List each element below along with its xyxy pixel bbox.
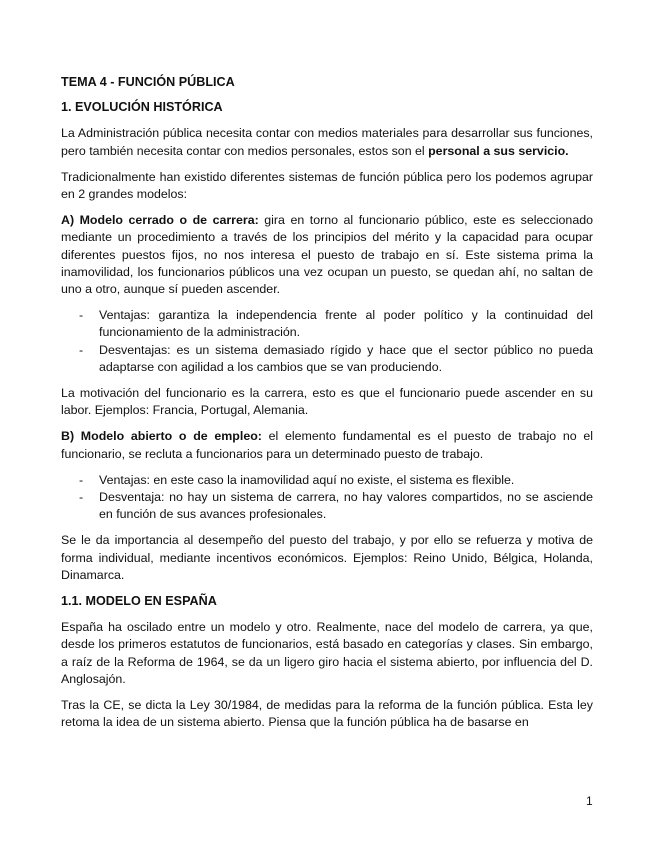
dash-bullet: - <box>79 342 84 357</box>
list-item <box>61 489 593 523</box>
dash-bullet: - <box>79 308 84 323</box>
paragraph-intro <box>61 125 593 159</box>
document-title: TEMA 4 - FUNCIÓN PÚBLICA <box>61 75 235 89</box>
paragraph-intro-text: La Administración pública necesita contar con medios materiales para desarrollar sus funciones, pero también necesita contar con medios personales, estos son el <box>61 126 593 158</box>
section-heading-espana: 1.1. MODELO EN ESPAÑA <box>61 594 217 609</box>
section-heading-evolucion: 1. EVOLUCIÓN HISTÓRICA <box>61 100 223 115</box>
paragraph-intro-bold: personal a sus servicio. <box>428 143 569 158</box>
dash-bullet: - <box>79 490 84 505</box>
list-item <box>61 342 593 376</box>
dash-bullet: - <box>79 472 84 487</box>
document-page <box>61 74 593 741</box>
list-item-text: Desventajas: es un sistema demasiado rígido y hace que el sector público no pueda adaptarse con agilidad a los cambios que se van produciendo. <box>99 342 593 374</box>
modelo-abierto-list <box>61 472 593 524</box>
modelo-abierto-text: el elemento fundamental es el puesto de trabajo no el funcionario, se recluta a funcionarios para un determinado puesto de trabajo. <box>61 429 593 461</box>
modelo-cerrado-text: gira en torno al funcionario público, este es seleccionado mediante un procedimiento a través de los principios del mérito y la capacidad para ocupar diferentes puestos fijos, no nos interesa el puesto de trabajo en sí. Este sistema prima la inamovilidad, los funcionarios públicos una vez ocupan un puesto, se quedan ahí, no saltan de uno a otro, aunque sí pueden ascender. <box>61 213 593 297</box>
list-item <box>61 307 593 341</box>
modelo-cerrado-list <box>61 307 593 376</box>
list-item-text: Desventaja: no hay un sistema de carrera, no hay valores compartidos, no se asciende en función de sus avances profesionales. <box>99 490 593 522</box>
list-item-text: Ventajas: en este caso la inamovilidad aquí no existe, el sistema es flexible. <box>99 472 515 487</box>
page-number: 1 <box>586 794 593 808</box>
list-item <box>61 472 593 489</box>
modelo-abierto-label: B) Modelo abierto o de empleo: <box>61 429 262 444</box>
paragraph-motivacion: La motivación del funcionario es la carrera, esto es que el funcionario puede ascender en su labor. Ejemplos: Francia, Portugal, Alemania. <box>61 386 593 418</box>
paragraph-modelo-cerrado <box>61 212 593 298</box>
list-item-text: Ventajas: garantiza la independencia frente al poder político y la continuidad del funcionamiento de la administración. <box>99 308 593 340</box>
paragraph-modelo-abierto <box>61 428 593 462</box>
paragraph-espana: España ha oscilado entre un modelo y otro. Realmente, nace del modelo de carrera, ya que, desde los primeros estatutos de funcionarios, está basado en categorías y clases. Sin embargo, a raíz de la Reforma de 1964, se da un ligero giro hacia el sistema abierto, por influencia del D. Anglosajón. <box>61 620 593 686</box>
paragraph-ley: Tras la CE, se dicta la Ley 30/1984, de medidas para la reforma de la función pública. Esta ley retoma la idea de un sistema abierto. Piensa que la función pública ha de basarse en <box>61 698 593 730</box>
modelo-cerrado-label: A) Modelo cerrado o de carrera: <box>61 213 259 228</box>
paragraph-desempeno: Se le da importancia al desempeño del puesto del trabajo, y por ello se refuerza y motiva de forma individual, mediante incentivos económicos. Ejemplos: Reino Unido, Bélgica, Holanda, Dinamarca. <box>61 533 593 582</box>
paragraph-modelos: Tradicionalmente han existido diferentes sistemas de función pública pero los podemos agrupar en 2 grandes modelos: <box>61 169 593 202</box>
